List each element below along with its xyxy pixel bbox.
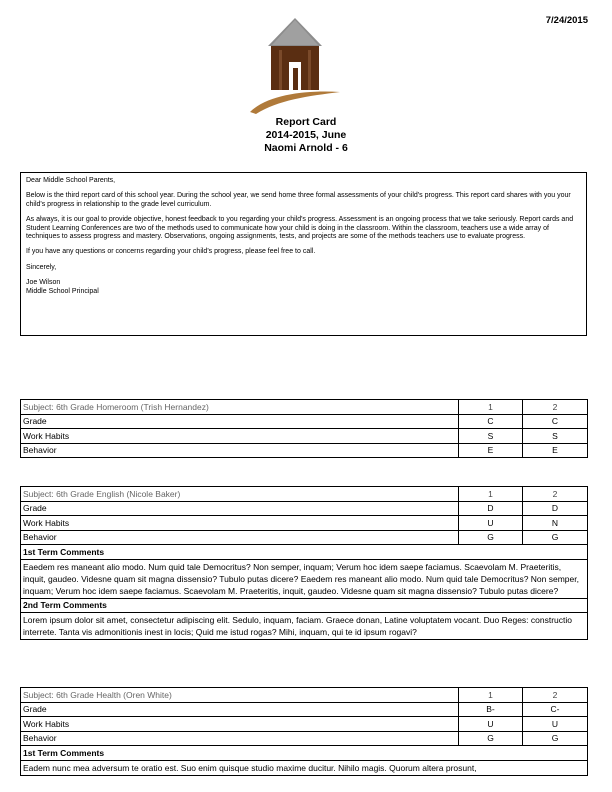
subject-table-health bbox=[20, 687, 588, 776]
subject-header-row bbox=[21, 400, 588, 415]
letter-paragraph-1: Below is the third report card of this school year. During the school year, we send home three formal assessments of your child's progress. This report card shares with you your child's progress in relationship to the grade level curriculum. bbox=[26, 192, 571, 208]
term-1-header: 1 bbox=[459, 487, 523, 502]
table-row bbox=[21, 516, 588, 531]
term-2-mark: C bbox=[523, 414, 588, 429]
report-term: 2014-2015, June bbox=[265, 129, 347, 141]
row-label: Work Habits bbox=[21, 516, 459, 531]
subject-header: Subject: 6th Grade Homeroom (Trish Hernandez) bbox=[21, 400, 459, 415]
subject-header: Subject: 6th Grade English (Nicole Baker) bbox=[21, 487, 459, 502]
term-2-header: 2 bbox=[523, 487, 588, 502]
subject-header-row bbox=[21, 688, 588, 703]
comments-title: 1st Term Comments bbox=[21, 545, 588, 560]
subject-table-homeroom bbox=[20, 399, 588, 458]
table-row bbox=[21, 414, 588, 429]
row-label: Behavior bbox=[21, 530, 459, 545]
term-1-mark: U bbox=[459, 516, 523, 531]
row-label: Behavior bbox=[21, 443, 459, 458]
term-1-mark: C bbox=[459, 414, 523, 429]
term-1-mark: E bbox=[459, 443, 523, 458]
term-2-mark: S bbox=[523, 429, 588, 444]
row-label: Grade bbox=[21, 501, 459, 516]
subject-header-row bbox=[21, 487, 588, 502]
subject-header: Subject: 6th Grade Health (Oren White) bbox=[21, 688, 459, 703]
term-2-mark: G bbox=[523, 530, 588, 545]
parent-letter bbox=[20, 172, 587, 336]
school-house-logo bbox=[248, 18, 343, 116]
term-1-header: 1 bbox=[459, 688, 523, 703]
letter-closing: Sincerely, bbox=[26, 263, 57, 271]
table-row bbox=[21, 717, 588, 732]
comments-title: 1st Term Comments bbox=[21, 746, 588, 761]
term-2-mark: D bbox=[523, 501, 588, 516]
term-2-mark: G bbox=[523, 731, 588, 746]
table-row bbox=[21, 702, 588, 717]
comments-title-row bbox=[21, 545, 588, 560]
comments-text-row bbox=[21, 613, 588, 640]
term-1-mark: D bbox=[459, 501, 523, 516]
term-2-mark: U bbox=[523, 717, 588, 732]
row-label: Work Habits bbox=[21, 429, 459, 444]
term-1-header: 1 bbox=[459, 400, 523, 415]
comments-text-row bbox=[21, 760, 588, 775]
term-2-header: 2 bbox=[523, 400, 588, 415]
report-date: 7/24/2015 bbox=[545, 15, 588, 26]
student-name: Naomi Arnold - 6 bbox=[264, 142, 348, 154]
term-1-mark: U bbox=[459, 717, 523, 732]
logo-swoosh bbox=[250, 92, 340, 114]
comments-title-row bbox=[21, 598, 588, 613]
row-label: Behavior bbox=[21, 731, 459, 746]
term-1-mark: S bbox=[459, 429, 523, 444]
term-1-mark: G bbox=[459, 530, 523, 545]
comments-title: 2nd Term Comments bbox=[21, 598, 588, 613]
letter-greeting: Dear Middle School Parents, bbox=[26, 177, 116, 184]
comments-text: Eadem nunc mea adversum te oratio est. Suo enim quisque studio maxime ducitur. Nihilo magis. Quorum altera prosunt, bbox=[21, 760, 588, 775]
term-2-mark: C- bbox=[523, 702, 588, 717]
term-1-mark: G bbox=[459, 731, 523, 746]
letter-signer-name: Joe Wilson bbox=[26, 279, 61, 287]
letter-paragraph-2: As always, it is our goal to provide objective, honest feedback to you regarding your child's progress. Assessment is an ongoing process that we take seriously. Report cards and Student Learning Conferences are two of the methods used to communicate how your child is doing in the classroom. Within the classroom, teachers use a wide array of techniques to assess progress and mastery. Observations, ongoing assignments, tests, and projects are some of the methods teachers use to evaluate progress. bbox=[26, 216, 574, 241]
comments-text: Eaedem res maneant alio modo. Num quid tale Democritus? Non semper, inquam; Verum hoc idem saepe faciamus. Scaevolam M. Praeteritis, inquit, gaudeo. Videsne quam sit magna dissensio? Tubulo putas dicere? Eaedem res maneant alio modo. Num quid tale Democritus? Non semper, inquam; Verum hoc idem saepe faciamus. Scaevolam M. Praeteritis, inquit, gaudeo. Videsne quam sit magna dissensio? Tubulo putas dicere? bbox=[21, 559, 588, 598]
term-1-mark: B- bbox=[459, 702, 523, 717]
letter-signer-title: Middle School Principal bbox=[26, 287, 99, 295]
report-title: Report Card bbox=[275, 116, 337, 128]
table-row bbox=[21, 443, 588, 458]
table-row bbox=[21, 501, 588, 516]
term-2-mark: N bbox=[523, 516, 588, 531]
table-row bbox=[21, 530, 588, 545]
letter-paragraph-3: If you have any questions or concerns regarding your child's progress, please feel free to call. bbox=[26, 248, 316, 256]
subject-table-english bbox=[20, 486, 588, 640]
table-row bbox=[21, 731, 588, 746]
table-row bbox=[21, 429, 588, 444]
row-label: Grade bbox=[21, 414, 459, 429]
report-heading bbox=[0, 116, 612, 155]
row-label: Grade bbox=[21, 702, 459, 717]
comments-text: Lorem ipsum dolor sit amet, consectetur adipiscing elit. Sedulo, inquam, faciam. Graece donan, Latine voluptatem vocant. Duo Reges: constructio interrete. Tanta vis admonitionis inest in locis; Quid me istud rogas? Mihi, inquam, qui te id ipsum rogavi? bbox=[21, 613, 588, 640]
row-label: Work Habits bbox=[21, 717, 459, 732]
term-2-mark: E bbox=[523, 443, 588, 458]
term-2-header: 2 bbox=[523, 688, 588, 703]
comments-text-row bbox=[21, 559, 588, 598]
comments-title-row bbox=[21, 746, 588, 761]
